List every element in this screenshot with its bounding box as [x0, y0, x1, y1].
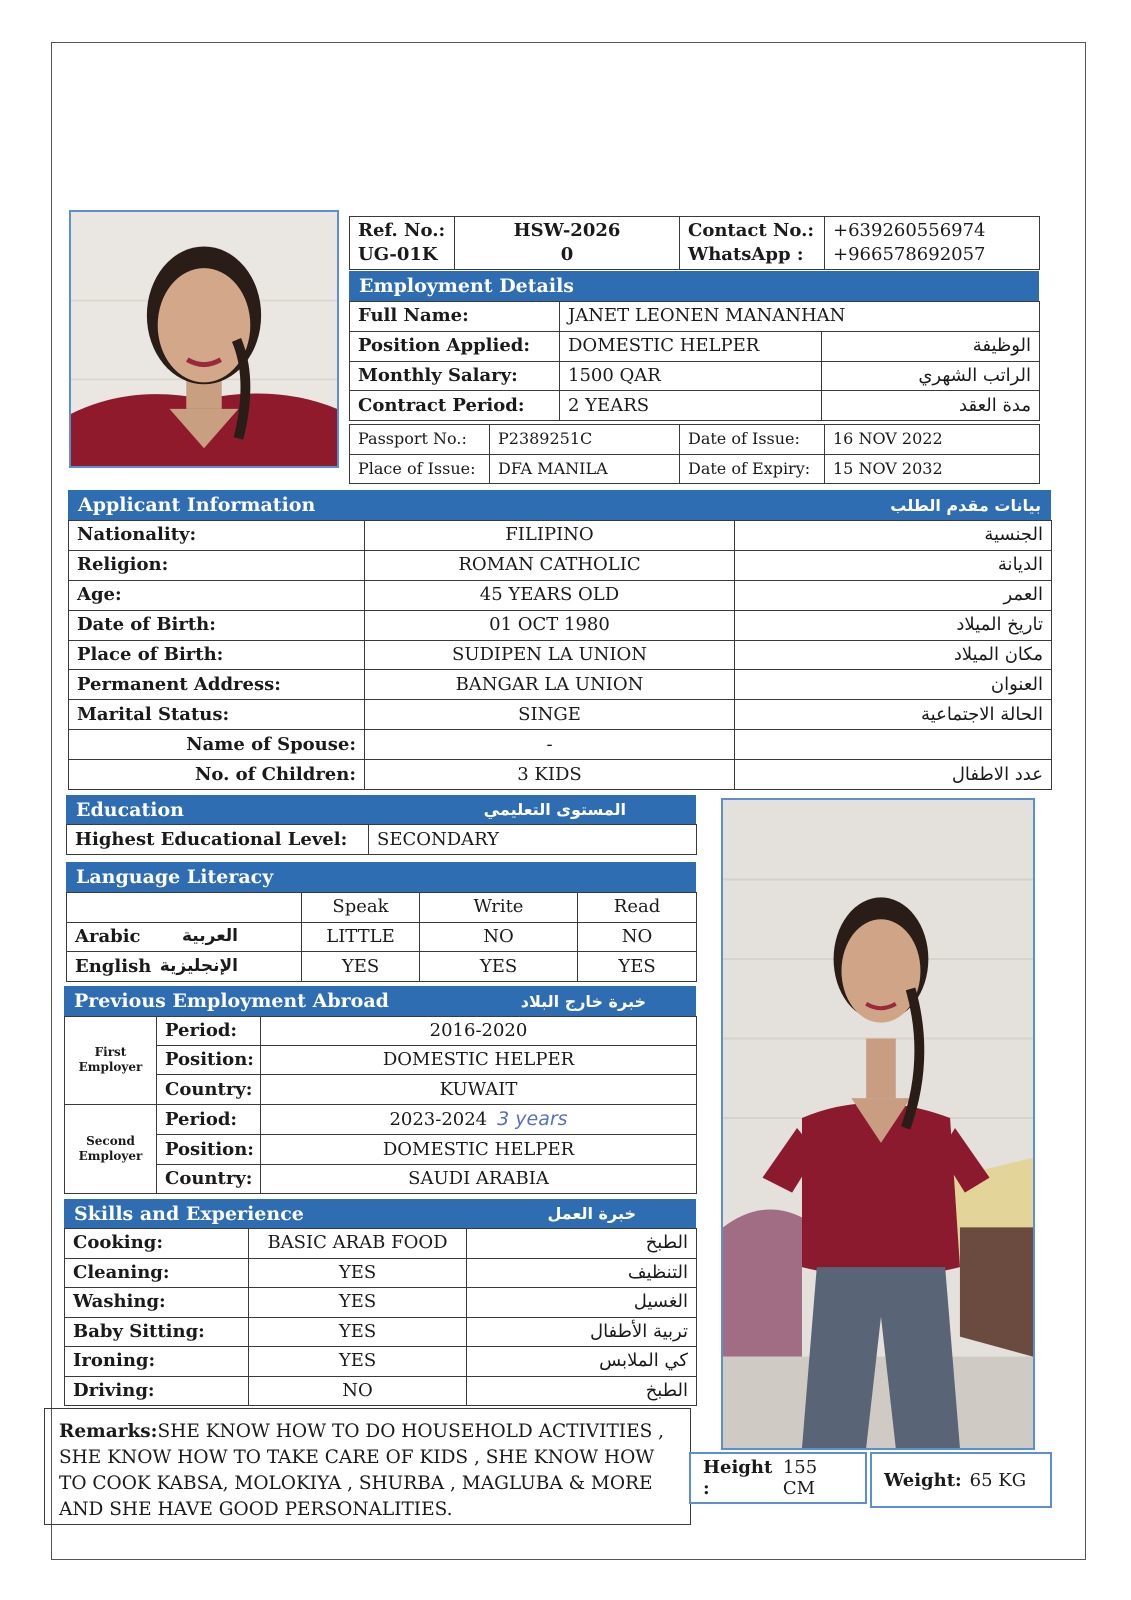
contract-value: 2 YEARS — [560, 391, 822, 421]
language-corner — [67, 893, 302, 923]
applicant-field-label: No. of Children: — [69, 760, 365, 790]
skill-row — [65, 1317, 697, 1347]
previous-employment-row — [65, 1017, 697, 1046]
employer-period-cell — [261, 1017, 697, 1046]
skill-value: YES — [249, 1347, 467, 1377]
language-name-arabic: الإنجليزية — [159, 955, 238, 976]
language-read: NO — [578, 922, 697, 952]
place-of-issue-label: Place of Issue: — [350, 454, 490, 484]
ref-value-1: HSW-2026 — [513, 220, 621, 241]
applicant-field-label: Marital Status: — [69, 700, 365, 730]
language-name: Arabic — [75, 925, 141, 947]
skill-row — [65, 1376, 697, 1406]
skill-arabic: الطبخ — [467, 1376, 697, 1406]
skills-title-arabic: خبرة العمل — [547, 1204, 636, 1223]
passport-no-label: Passport No.: — [350, 425, 490, 455]
previous-employment-table — [64, 1016, 697, 1194]
applicant-row — [69, 521, 1052, 551]
applicant-field-value: SINGE — [365, 700, 735, 730]
employer-period-value: 2023-2024 — [389, 1109, 488, 1131]
employer-country-cell — [261, 1075, 697, 1104]
applicant-info-title: Applicant Information — [78, 494, 316, 516]
previous-employment-row — [65, 1164, 697, 1193]
full-name-label: Full Name: — [350, 302, 560, 332]
expiry-date-value: 15 NOV 2032 — [825, 454, 1040, 484]
contact-label: Contact No.: — [688, 220, 814, 241]
employer-label-line-1: Second — [86, 1133, 135, 1148]
portrait-photo — [69, 210, 339, 468]
previous-employment-rows — [65, 1017, 697, 1194]
applicant-info-header — [68, 490, 1051, 520]
applicant-field-arabic: مكان الميلاد — [735, 640, 1052, 670]
skill-row — [65, 1229, 697, 1259]
language-row — [67, 952, 697, 982]
employer-period-cell — [261, 1104, 697, 1135]
language-write: YES — [420, 952, 578, 982]
employer-country-label: Country: — [157, 1164, 261, 1193]
employer-country-value: KUWAIT — [439, 1078, 518, 1100]
contact-value-cell — [825, 217, 1040, 270]
skill-value: YES — [249, 1258, 467, 1288]
applicant-row — [69, 640, 1052, 670]
applicant-field-value: ROMAN CATHOLIC — [365, 550, 735, 580]
ref-contact-table — [349, 216, 1040, 270]
education-title-arabic: المستوى التعليمي — [483, 800, 626, 819]
previous-employment-title: Previous Employment Abroad — [74, 990, 389, 1012]
language-title: Language Literacy — [76, 866, 274, 888]
salary-value: 1500 QAR — [560, 361, 822, 391]
employer-label — [65, 1104, 157, 1193]
employer-position-label: Position: — [157, 1046, 261, 1075]
ref-label-cell — [350, 217, 455, 270]
employer-position-value: DOMESTIC HELPER — [382, 1049, 575, 1071]
remarks-text: SHE KNOW HOW TO DO HOUSEHOLD ACTIVITIES , SHE KNOW HOW TO TAKE CARE OF KIDS , SHE KNOW HOW TO COOK KABSA, MOLOKIYA , SHURBA , MAGLUBA & MORE AND SHE HAVE GOOD PERSONALITIES. — [59, 1421, 665, 1520]
previous-employment-row — [65, 1046, 697, 1075]
applicant-field-label: Permanent Address: — [69, 670, 365, 700]
applicant-row — [69, 550, 1052, 580]
skill-value: BASIC ARAB FOOD — [249, 1229, 467, 1259]
salary-arabic: الراتب الشهري — [822, 361, 1040, 391]
employer-country-cell — [261, 1164, 697, 1193]
employer-country-value: SAUDI ARABIA — [408, 1167, 549, 1189]
applicant-field-arabic: العمر — [735, 580, 1052, 610]
weight-value: 65 KG — [969, 1469, 1027, 1491]
full-body-photo — [721, 798, 1035, 1450]
employer-label-line-1: First — [94, 1045, 127, 1060]
skill-row — [65, 1258, 697, 1288]
applicant-row — [69, 760, 1052, 790]
language-rows — [67, 922, 697, 981]
applicant-field-arabic: عدد الاطفال — [735, 760, 1052, 790]
employer-period-label: Period: — [157, 1017, 261, 1046]
employer-position-cell — [261, 1046, 697, 1075]
whatsapp-number: +966578692057 — [833, 244, 986, 265]
applicant-row — [69, 730, 1052, 760]
skill-label: Washing: — [65, 1288, 249, 1318]
employment-details-table — [349, 301, 1040, 421]
skill-label: Cooking: — [65, 1229, 249, 1259]
employment-details-header — [349, 271, 1039, 301]
skill-arabic: كي الملابس — [467, 1347, 697, 1377]
remarks-label: Remarks: — [59, 1421, 158, 1442]
skill-arabic: تربية الأطفال — [467, 1317, 697, 1347]
position-label: Position Applied: — [350, 331, 560, 361]
employer-label-line-2: Employer — [78, 1148, 143, 1163]
skill-arabic: الطبخ — [467, 1229, 697, 1259]
contract-arabic: مدة العقد — [822, 391, 1040, 421]
employer-label — [65, 1017, 157, 1105]
ref-label: Ref. No.: — [358, 220, 446, 241]
education-level-label: Highest Educational Level: — [67, 825, 369, 855]
applicant-row — [69, 610, 1052, 640]
previous-employment-row — [65, 1135, 697, 1164]
applicant-field-value: - — [365, 730, 735, 760]
skill-arabic: التنظيف — [467, 1258, 697, 1288]
previous-employment-header — [64, 986, 696, 1016]
language-speak: LITTLE — [302, 922, 420, 952]
passport-no-value: P2389251C — [490, 425, 680, 455]
height-label: Height : — [703, 1457, 773, 1499]
applicant-row — [69, 580, 1052, 610]
language-row — [67, 922, 697, 952]
applicant-field-value: 3 KIDS — [365, 760, 735, 790]
employer-position-cell — [261, 1135, 697, 1164]
applicant-field-value: 45 YEARS OLD — [365, 580, 735, 610]
applicant-field-label: Place of Birth: — [69, 640, 365, 670]
height-value: 155 CM — [782, 1457, 818, 1499]
passport-table — [349, 424, 1040, 484]
whatsapp-label: WhatsApp : — [688, 244, 804, 265]
applicant-field-arabic: الجنسية — [735, 521, 1052, 551]
col-read: Read — [578, 893, 697, 923]
ref-value-2: 0 — [560, 244, 574, 265]
skill-value: YES — [249, 1317, 467, 1347]
language-name: English — [75, 955, 152, 977]
skill-value: NO — [249, 1376, 467, 1406]
skill-row — [65, 1347, 697, 1377]
applicant-field-label: Religion: — [69, 550, 365, 580]
expiry-date-label: Date of Expiry: — [680, 454, 825, 484]
place-of-issue-value: DFA MANILA — [490, 454, 680, 484]
applicant-field-arabic — [735, 730, 1052, 760]
ref-value-cell — [455, 217, 680, 270]
position-arabic: الوظيفة — [822, 331, 1040, 361]
applicant-rows — [69, 521, 1052, 790]
applicant-field-arabic: الحالة الاجتماعية — [735, 700, 1052, 730]
education-level-value: SECONDARY — [369, 825, 697, 855]
skills-header — [64, 1199, 696, 1228]
applicant-info-table — [68, 520, 1052, 790]
issue-date-label: Date of Issue: — [680, 425, 825, 455]
previous-employment-row — [65, 1075, 697, 1104]
language-header — [66, 862, 696, 892]
remarks-box — [44, 1408, 691, 1525]
contact-label-cell — [680, 217, 825, 270]
skill-label: Cleaning: — [65, 1258, 249, 1288]
employer-position-label: Position: — [157, 1135, 261, 1164]
salary-label: Monthly Salary: — [350, 361, 560, 391]
applicant-field-value: SUDIPEN LA UNION — [365, 640, 735, 670]
weight-box — [870, 1452, 1052, 1508]
ref-code: UG-01K — [358, 244, 438, 265]
contract-label: Contract Period: — [350, 391, 560, 421]
skill-value: YES — [249, 1288, 467, 1318]
weight-label: Weight: — [884, 1469, 962, 1491]
language-name-cell — [67, 922, 302, 952]
applicant-field-value: FILIPINO — [365, 521, 735, 551]
applicant-field-arabic: العنوان — [735, 670, 1052, 700]
applicant-info-title-arabic: بيانات مقدم الطلب — [890, 495, 1041, 515]
language-speak: YES — [302, 952, 420, 982]
applicant-field-label: Nationality: — [69, 521, 365, 551]
education-header — [66, 795, 696, 824]
handwritten-note: 3 years — [497, 1108, 568, 1131]
skill-row — [65, 1288, 697, 1318]
issue-date-value: 16 NOV 2022 — [825, 425, 1040, 455]
employer-period-label: Period: — [157, 1104, 261, 1135]
language-write: NO — [420, 922, 578, 952]
col-write: Write — [420, 893, 578, 923]
height-box — [689, 1452, 867, 1504]
education-title: Education — [76, 798, 184, 821]
employer-label-line-2: Employer — [78, 1060, 143, 1075]
skills-rows — [65, 1229, 697, 1406]
language-name-arabic: العربية — [181, 925, 238, 946]
language-table — [66, 892, 697, 982]
education-table — [66, 824, 697, 855]
skill-label: Baby Sitting: — [65, 1317, 249, 1347]
skill-label: Ironing: — [65, 1347, 249, 1377]
position-value: DOMESTIC HELPER — [560, 331, 822, 361]
applicant-field-label: Name of Spouse: — [69, 730, 365, 760]
applicant-field-label: Age: — [69, 580, 365, 610]
applicant-field-arabic: الديانة — [735, 550, 1052, 580]
full-name-value: JANET LEONEN MANANHAN — [560, 302, 1040, 332]
contact-number: +639260556974 — [833, 220, 986, 241]
applicant-field-value: 01 OCT 1980 — [365, 610, 735, 640]
previous-employment-row — [65, 1104, 697, 1135]
employment-details-title: Employment Details — [359, 275, 574, 297]
skills-title: Skills and Experience — [74, 1202, 304, 1225]
previous-employment-title-arabic: خبرة خارج البلاد — [520, 991, 646, 1011]
applicant-field-value: BANGAR LA UNION — [365, 670, 735, 700]
skill-arabic: الغسيل — [467, 1288, 697, 1318]
applicant-row — [69, 700, 1052, 730]
employer-period-value: 2016-2020 — [429, 1020, 528, 1042]
skills-table — [64, 1228, 697, 1406]
applicant-row — [69, 670, 1052, 700]
employer-country-label: Country: — [157, 1075, 261, 1104]
applicant-field-arabic: تاريخ الميلاد — [735, 610, 1052, 640]
skill-label: Driving: — [65, 1376, 249, 1406]
language-name-cell — [67, 952, 302, 982]
col-speak: Speak — [302, 893, 420, 923]
language-read: YES — [578, 952, 697, 982]
employer-position-value: DOMESTIC HELPER — [382, 1138, 575, 1160]
applicant-field-label: Date of Birth: — [69, 610, 365, 640]
